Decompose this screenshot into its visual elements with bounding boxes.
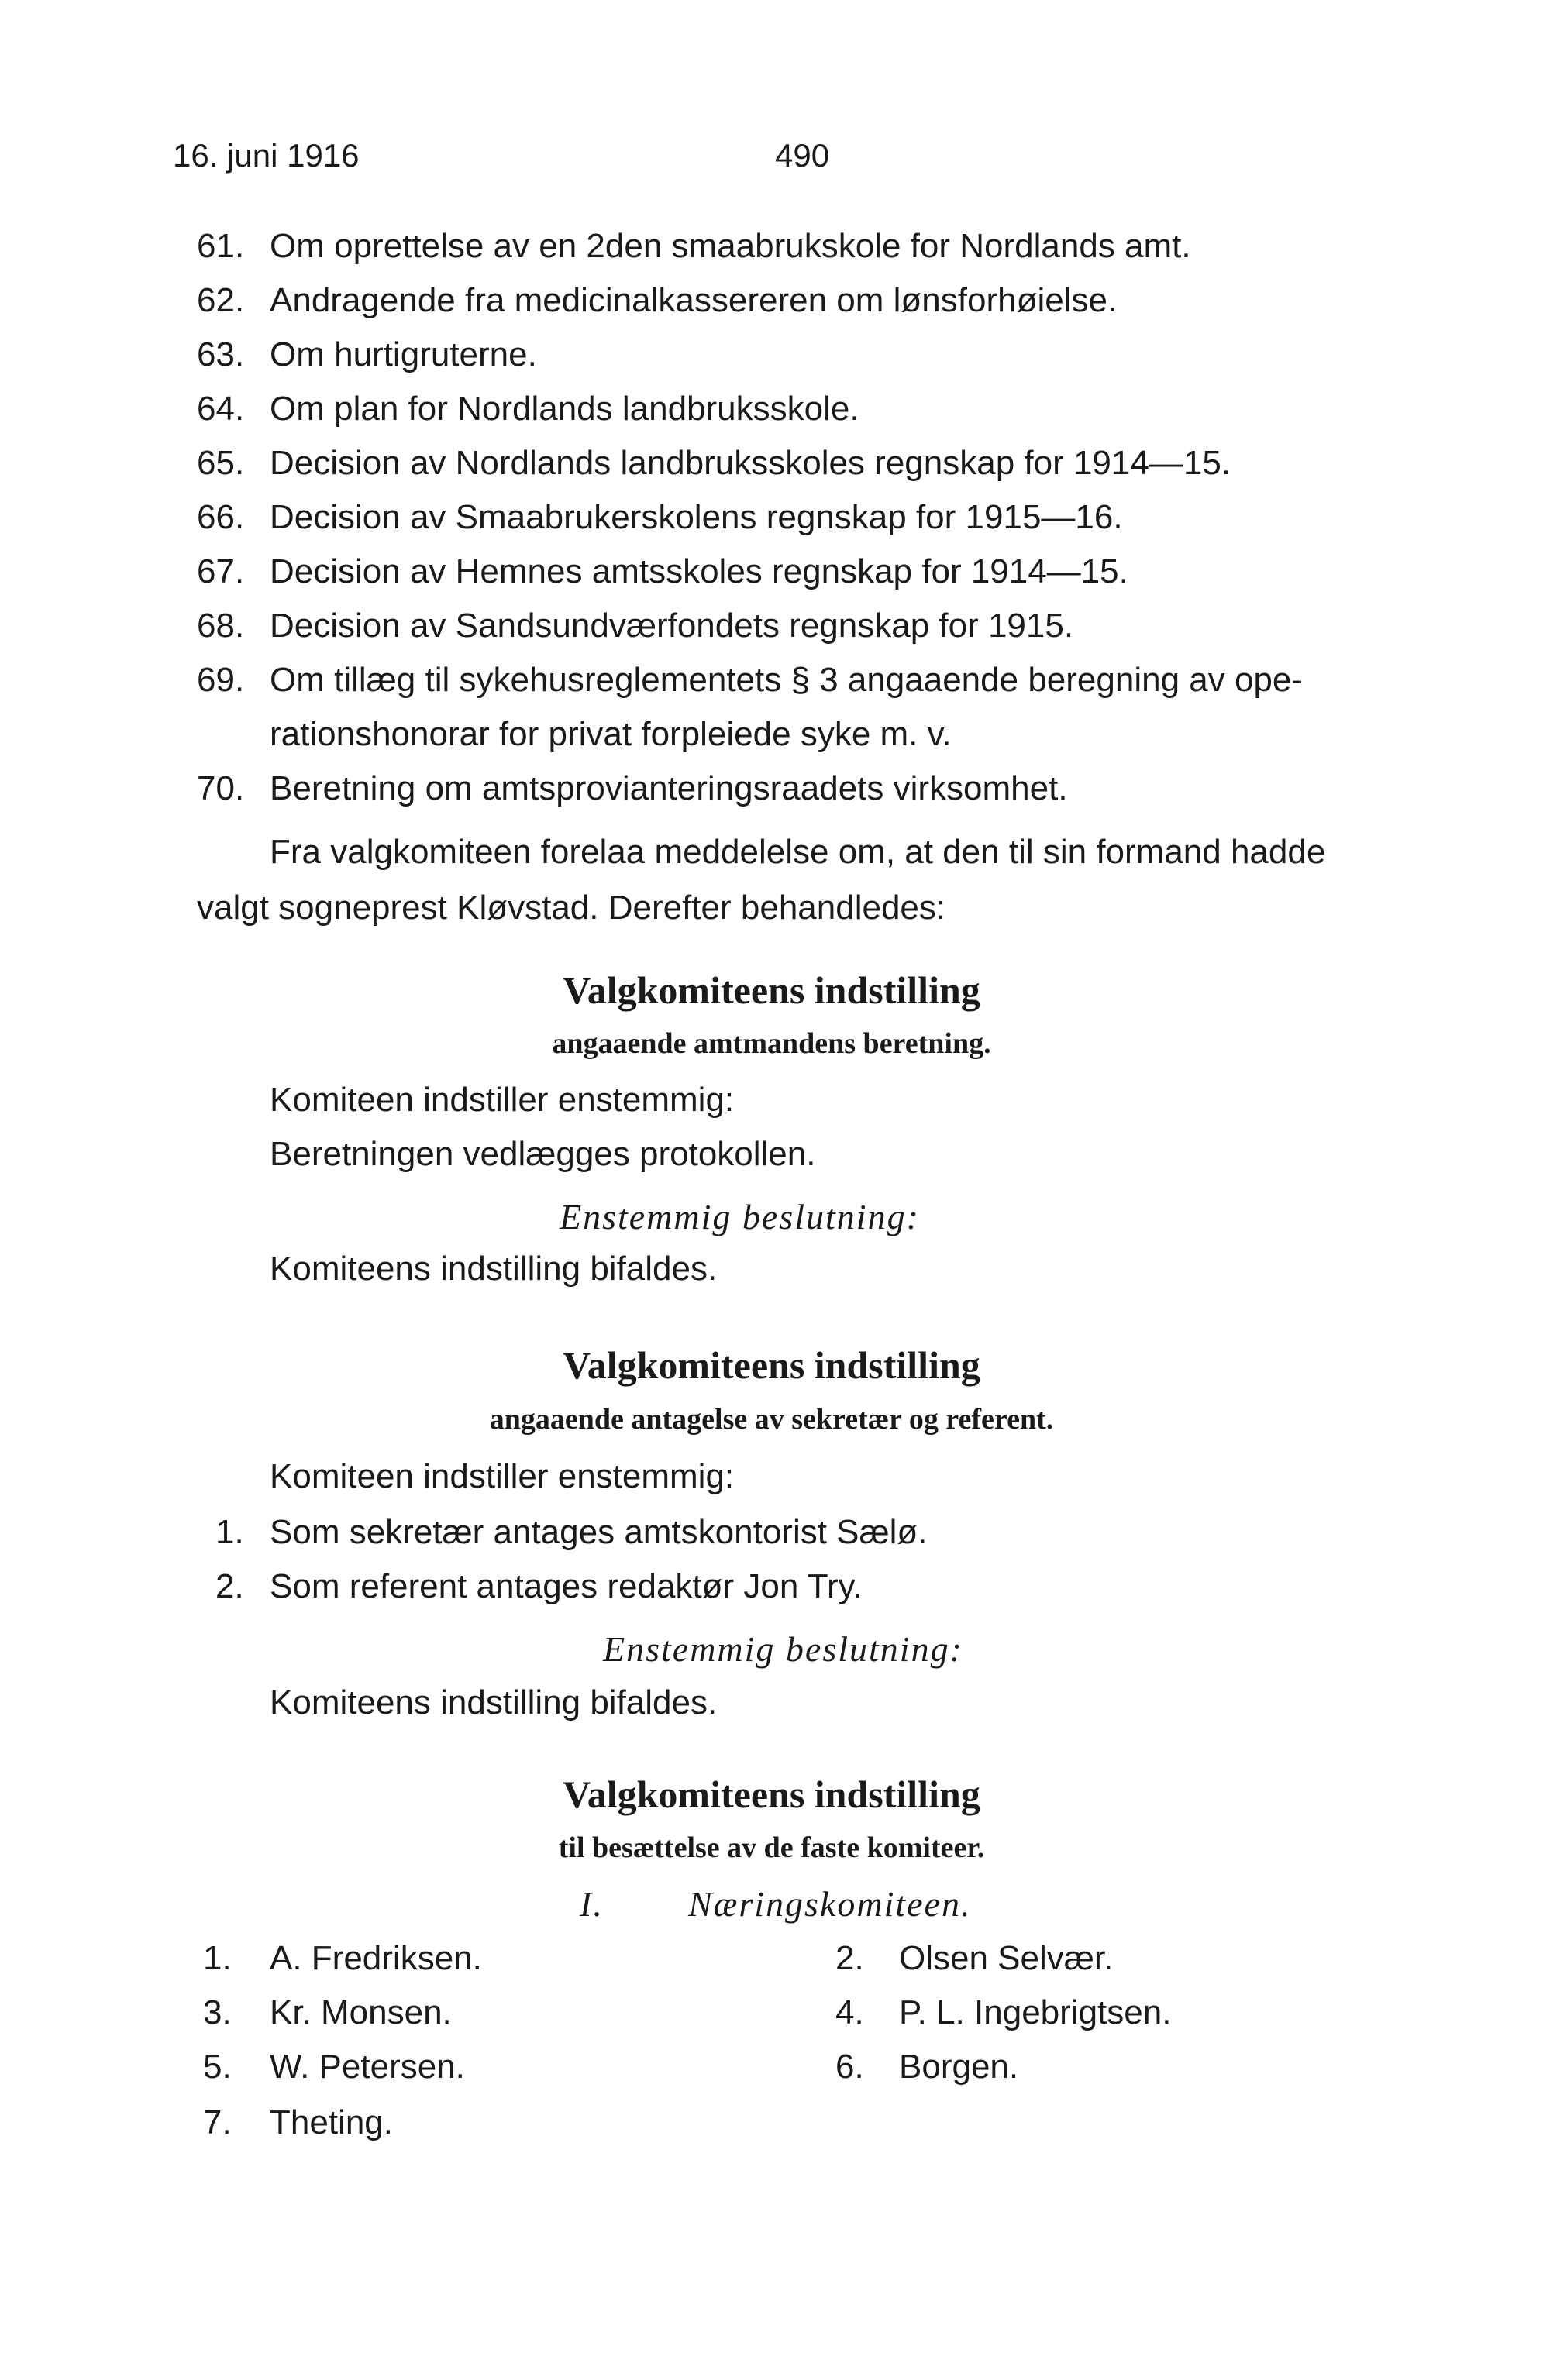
member-number: 2.	[835, 1939, 864, 1977]
header-date: 16. juni 1916	[173, 137, 360, 174]
section-2-result: Komiteens indstilling bifaldes.	[270, 1684, 718, 1721]
member-name: Theting.	[270, 2103, 393, 2141]
agenda-number: 62.	[197, 281, 245, 319]
agenda-number: 69.	[197, 661, 245, 699]
member-name: Borgen.	[899, 2048, 1019, 2086]
agenda-item: Beretning om amtsprovianteringsraadets virksomhet.	[270, 769, 1068, 807]
section-2-decision: Enstemmig beslutning:	[603, 1629, 963, 1669]
section-2-text: Komiteen indstiller enstemmig:	[270, 1457, 735, 1495]
section-2-title: Valgkomiteens indstilling	[563, 1343, 980, 1387]
member-name: Olsen Selvær.	[899, 1939, 1114, 1977]
agenda-number: 63.	[197, 335, 245, 373]
member-number: 5.	[203, 2048, 232, 2086]
agenda-item: Decision av Sandsundværfondets regnskap for 1915.	[270, 607, 1074, 645]
section-3-subtitle: til besættelse av de faste komiteer.	[558, 1831, 985, 1864]
intro-line-2: valgt sogneprest Kløvstad. Derefter behandledes:	[197, 889, 946, 927]
agenda-item: Om hurtigruterne.	[270, 335, 537, 373]
section-1-title: Valgkomiteens indstilling	[563, 968, 980, 1012]
section-1-subtitle: angaaende amtmandens beretning.	[552, 1027, 991, 1060]
section-2-item-number: 2.	[215, 1567, 244, 1605]
section-1-text: Beretningen vedlægges protokollen.	[270, 1135, 816, 1173]
committee-number: I.	[580, 1884, 604, 1924]
agenda-item: Decision av Nordlands landbruksskoles regnskap for 1914—15.	[270, 444, 1231, 482]
section-2-item-number: 1.	[215, 1513, 244, 1551]
member-name: A. Fredriksen.	[270, 1939, 482, 1977]
section-2-item: Som referent antages redaktør Jon Try.	[270, 1567, 863, 1605]
agenda-item: Om tillæg til sykehusreglementets § 3 angaaende beregning av ope-	[270, 661, 1304, 699]
section-3-title: Valgkomiteens indstilling	[563, 1773, 980, 1816]
agenda-item: Andragende fra medicinalkassereren om lønsforhøielse.	[270, 281, 1118, 319]
agenda-number: 70.	[197, 769, 245, 807]
section-1-decision: Enstemmig beslutning:	[560, 1197, 920, 1236]
agenda-item: Decision av Hemnes amtsskoles regnskap for 1914—15.	[270, 552, 1128, 590]
member-number: 6.	[835, 2048, 864, 2086]
member-name: Kr. Monsen.	[270, 1993, 452, 2031]
intro-line-1: Fra valgkomiteen forelaa meddelelse om, at den til sin formand hadde	[270, 833, 1326, 871]
agenda-number: 64.	[197, 390, 245, 428]
agenda-number: 66.	[197, 498, 245, 536]
member-number: 7.	[203, 2103, 232, 2141]
section-1-result: Komiteens indstilling bifaldes.	[270, 1250, 718, 1288]
member-number: 4.	[835, 1993, 864, 2031]
page-number: 490	[775, 137, 830, 174]
section-1-text: Komiteen indstiller enstemmig:	[270, 1081, 735, 1119]
agenda-number: 65.	[197, 444, 245, 482]
agenda-number: 68.	[197, 607, 245, 645]
member-number: 3.	[203, 1993, 232, 2031]
agenda-number: 61.	[197, 227, 245, 265]
agenda-item: Decision av Smaabrukerskolens regnskap for 1915—16.	[270, 498, 1123, 536]
member-name: P. L. Ingebrigtsen.	[899, 1993, 1172, 2031]
agenda-item-continuation: rationshonorar for privat forpleiede syke m. v.	[270, 715, 952, 753]
section-2-subtitle: angaaende antagelse av sekretær og referent.	[489, 1403, 1054, 1436]
agenda-number: 67.	[197, 552, 245, 590]
agenda-item: Om plan for Nordlands landbruksskole.	[270, 390, 859, 428]
section-2-item: Som sekretær antages amtskontorist Sælø.	[270, 1513, 928, 1551]
committee-name: Næringskomiteen.	[688, 1884, 972, 1924]
member-number: 1.	[203, 1939, 232, 1977]
agenda-item: Om oprettelse av en 2den smaabrukskole for Nordlands amt.	[270, 227, 1191, 265]
member-name: W. Petersen.	[270, 2048, 465, 2086]
